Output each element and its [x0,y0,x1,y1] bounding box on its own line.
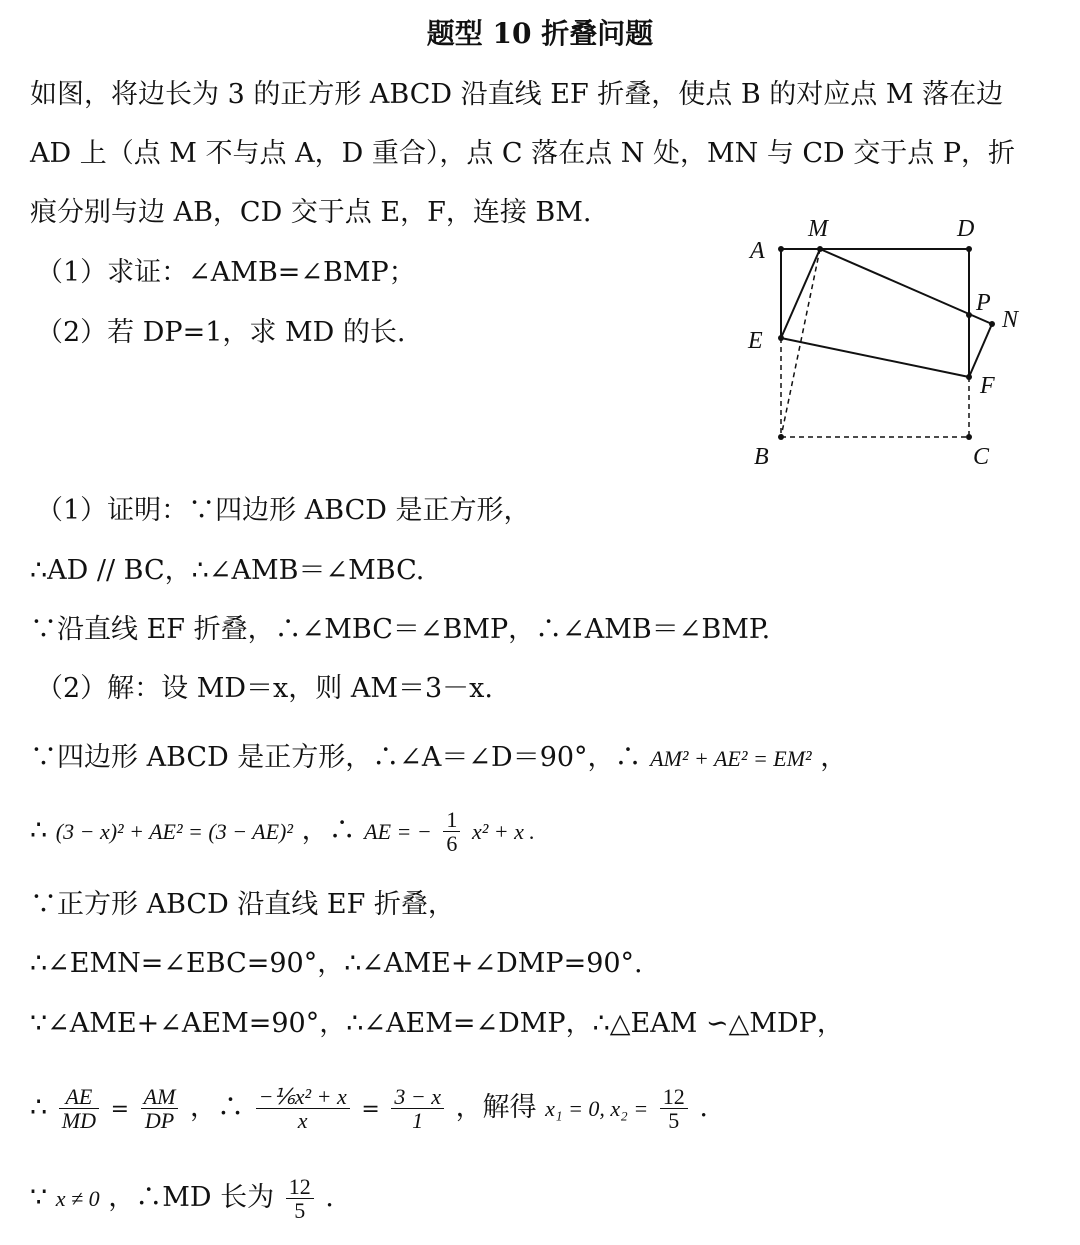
answer-fraction [286,1175,314,1222]
solution-line-10 [30,1085,708,1132]
problem-line-2: AD 上（点 M 不与点 A，D 重合），点 C 落在点 N 处，MN 与 CD 交于点 P，折 [30,138,1016,169]
s10-therefore: ∴ [30,1092,48,1124]
segment-NF [969,324,992,377]
frac-num: AE [59,1085,99,1109]
equation-ae: (3 − x)² + AE² = (3 − AE)² [55,819,293,845]
pythagoras-formula: AM² + AE² = EM² [650,746,812,771]
s11-because: ∵ [30,1182,48,1214]
frac-den: 1 [412,1108,424,1134]
s6-therefore-2: ，∴ [301,815,356,847]
solution-line-2: ∴AD // BC，∴∠AMB＝∠MBC. [30,555,425,586]
fraction-ae-md [59,1085,99,1132]
solution-line-4: （2）解：设 MD＝x，则 AM＝3－x. [36,673,493,704]
solution-line-11 [30,1175,334,1222]
fraction-am-dp [141,1085,179,1132]
equals-sign: = [110,1097,130,1123]
crease-EF [781,338,969,377]
point-M [817,246,823,252]
label-C: C [973,444,990,470]
s11-period: . [325,1182,334,1214]
frac-num: 3 − x [391,1085,444,1109]
segment-ME [781,249,820,338]
solution-line-5 [30,735,847,774]
point-B [778,434,784,440]
s5-comma: ， [820,742,848,773]
frac-num: −⅙x² + x [256,1085,350,1109]
segment-MN [820,249,992,324]
point-E [778,335,784,341]
label-A: A [750,238,765,264]
point-D [966,246,972,252]
point-N [989,321,995,327]
s10-therefore-2: ，∴ [189,1092,244,1124]
solution-line-6 [30,808,535,855]
md-length-label: ，∴MD 长为 [108,1182,275,1214]
solution-line-1: （1）证明：∵四边形 ABCD 是正方形， [36,495,531,526]
frac-den: 6 [446,831,458,857]
frac-den: MD [61,1108,96,1134]
label-M: M [808,216,828,242]
s6-therefore: ∴ [30,815,48,847]
ae-expression-start: AE = − [364,819,432,845]
ae-expression-end: x² + x . [471,819,535,845]
s10-period: . [699,1092,708,1124]
frac-den: x [297,1108,308,1134]
frac-den: DP [144,1108,175,1134]
label-B: B [754,444,769,470]
geometry-figure [740,210,1040,480]
solution-line-3: ∵沿直线 EF 折叠，∴∠MBC＝∠BMP，∴∠AMB＝∠BMP. [30,614,771,645]
problem-line-3: 痕分别与边 AB，CD 交于点 E，F，连接 BM. [30,197,592,228]
s5-text: ∵四边形 ABCD 是正方形，∴∠A＝∠D＝90°，∴ [30,742,642,773]
fraction-3-minus-x [391,1085,444,1132]
frac-num: 1 [443,808,460,832]
point-P [966,312,972,318]
label-F: F [980,373,995,399]
point-F [966,374,972,380]
solution-line-7: ∵正方形 ABCD 沿直线 EF 折叠， [30,889,455,920]
problem-line-1: 如图，将边长为 3 的正方形 ABCD 沿直线 EF 折叠，使点 B 的对应点 M 落在边 [30,79,1004,110]
solution-line-9: ∵∠AME+∠AEM=90°，∴∠AEM=∠DMP，∴△EAM ∽△MDP， [30,1008,844,1039]
label-N: N [1002,307,1019,333]
frac-num: 12 [660,1085,688,1109]
label-D: D [957,216,975,242]
equals-sign-2: = [361,1097,380,1123]
label-P: P [976,290,991,316]
point-A [778,246,784,252]
fraction-complex [256,1085,350,1132]
frac-den: 5 [668,1108,680,1134]
solve-label: ，解得 [455,1092,537,1124]
fraction-one-sixth [443,808,460,855]
point-C [966,434,972,440]
label-E: E [748,328,763,354]
question-2: （2）若 DP=1，求 MD 的长. [36,317,406,348]
solutions-x: x₁ = 0, x₂ = [545,1096,649,1122]
frac-num: 12 [286,1175,314,1199]
x-not-zero: x ≠ 0 [55,1186,100,1212]
frac-num: AM [141,1085,179,1109]
solution-line-8: ∴∠EMN=∠EBC=90°，∴∠AME+∠DMP=90°. [30,948,643,979]
frac-den: 5 [294,1198,306,1224]
question-1: （1）求证：∠AMB=∠BMP； [36,257,416,288]
fraction-12-5 [660,1085,688,1132]
page-title: 题型 10 折叠问题 [426,17,654,50]
